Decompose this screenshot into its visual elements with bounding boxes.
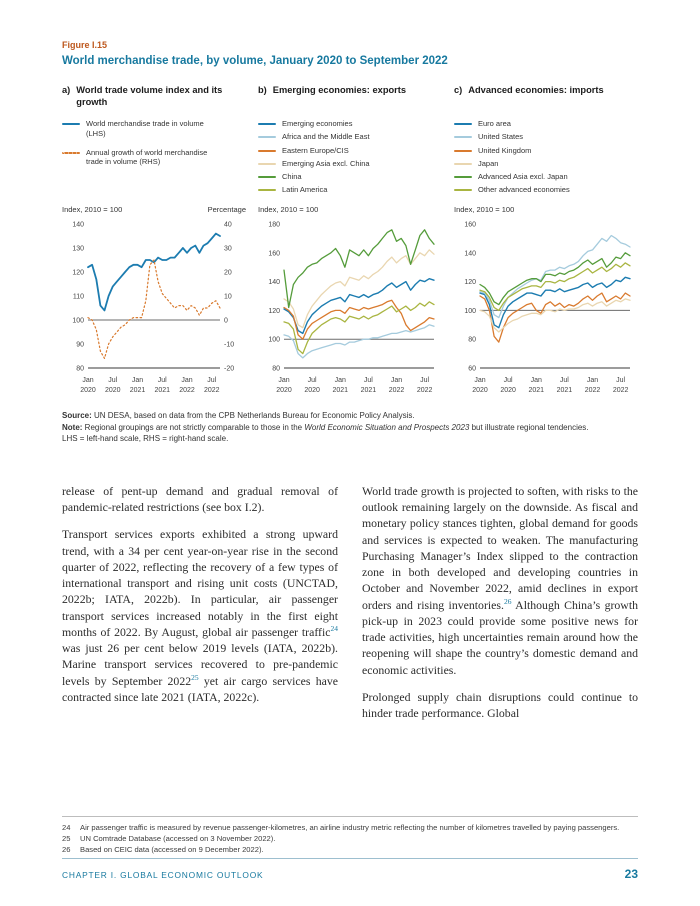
- svg-text:140: 140: [464, 250, 476, 258]
- note-pre: Regional groupings are not strictly comparable to those in the: [82, 422, 305, 432]
- svg-text:100: 100: [72, 317, 84, 325]
- axis-unit-left: Index, 2010 = 100: [258, 205, 319, 214]
- svg-text:2021: 2021: [129, 387, 146, 394]
- svg-text:100: 100: [464, 307, 476, 315]
- svg-text:Jan: Jan: [131, 377, 144, 384]
- svg-text:-20: -20: [224, 365, 235, 373]
- svg-text:80: 80: [468, 336, 476, 344]
- svg-text:2021: 2021: [332, 387, 349, 394]
- svg-text:2021: 2021: [528, 387, 545, 394]
- legend-item: [454, 119, 638, 129]
- footnote-ref: 25: [191, 672, 199, 682]
- legend-label: Emerging economies: [282, 119, 353, 128]
- series-line: [284, 279, 434, 334]
- legend-label: Eastern Europe/CIS: [282, 145, 349, 155]
- legend-label: Annual growth of world merchandise trade in volume (RHS): [86, 147, 208, 167]
- svg-text:0: 0: [224, 317, 228, 325]
- svg-text:120: 120: [72, 269, 84, 277]
- legend-item: [454, 172, 638, 182]
- legend-swatch: [62, 152, 80, 154]
- legend-swatch: [454, 163, 472, 165]
- legend-item: [454, 132, 638, 142]
- footer-chapter-title: CHAPTER I. GLOBAL ECONOMIC OUTLOOK: [62, 870, 264, 880]
- legend-swatch: [258, 136, 276, 138]
- footnote: [62, 844, 638, 855]
- chart-panel-a: [62, 85, 246, 396]
- chart-heading: [454, 85, 638, 115]
- svg-text:20: 20: [224, 269, 232, 277]
- axis-units: [258, 205, 442, 215]
- svg-text:2020: 2020: [304, 387, 320, 394]
- svg-text:Jan: Jan: [530, 377, 542, 384]
- svg-text:140: 140: [72, 221, 84, 229]
- chart-legend: [258, 119, 442, 205]
- legend-item: [258, 146, 442, 156]
- chart-canvas: [454, 218, 638, 396]
- svg-text:2022: 2022: [179, 387, 195, 394]
- legend-label: United States: [478, 132, 524, 142]
- svg-text:180: 180: [268, 221, 280, 229]
- series-line: [480, 253, 630, 305]
- chart-canvas: [62, 218, 246, 396]
- legend-swatch: [454, 150, 472, 152]
- svg-text:-10: -10: [224, 341, 235, 349]
- svg-text:110: 110: [72, 293, 84, 301]
- footnote-divider: [62, 816, 638, 817]
- svg-text:2021: 2021: [154, 387, 171, 394]
- svg-text:2022: 2022: [388, 387, 405, 394]
- svg-text:2020: 2020: [472, 387, 488, 394]
- svg-text:140: 140: [268, 279, 280, 287]
- svg-text:90: 90: [76, 341, 84, 349]
- chart-panel-b: [258, 85, 442, 396]
- svg-text:Jan: Jan: [181, 377, 193, 384]
- svg-text:Jul: Jul: [307, 377, 317, 384]
- series-line: [284, 300, 434, 339]
- svg-text:40: 40: [224, 221, 232, 229]
- note-line-2: LHS = left-hand scale, RHS = right-hand scale.: [62, 434, 229, 444]
- footnote: [62, 822, 638, 833]
- svg-text:Jan: Jan: [334, 377, 346, 384]
- legend-item: [454, 159, 638, 169]
- legend-swatch: [454, 176, 472, 178]
- svg-text:2022: 2022: [612, 387, 629, 394]
- svg-text:Jan: Jan: [390, 377, 403, 384]
- svg-text:Jul: Jul: [363, 377, 373, 384]
- footnote-number: 24: [62, 823, 71, 832]
- legend-label: Emerging Asia excl. China: [282, 158, 370, 168]
- svg-text:160: 160: [464, 221, 476, 229]
- legend-label: World merchandise trade in volume (LHS): [86, 119, 204, 138]
- legend-label: Advanced Asia excl. Japan: [478, 172, 568, 181]
- svg-text:2022: 2022: [584, 387, 601, 394]
- note-label: Note:: [62, 422, 83, 432]
- legend-swatch: [62, 123, 80, 125]
- axis-unit-left: Index, 2010 = 100: [454, 205, 515, 214]
- chart-panels: [62, 85, 638, 396]
- chart-heading: [258, 85, 442, 115]
- figure-note: [62, 422, 638, 445]
- svg-text:30: 30: [224, 245, 232, 253]
- note-line-1: [62, 422, 638, 434]
- legend-swatch: [258, 123, 276, 125]
- axis-unit-left: Index, 2010 = 100: [62, 205, 123, 214]
- svg-text:160: 160: [268, 250, 280, 258]
- figure-block: [62, 40, 638, 445]
- paragraph: Transport services exports exhibited a strong upward trend, with a 34 per cent year-on-year rise in the second quarter of 2022, reflecting the recovery of a few types of international transport and rising unit costs (UNCTAD, 2022b; IATA, 2022b). In particular, air passenger transport services increased notably in the first eight months of 2022. By August, global air passenger traffic$^{24}$ was just 26 per cent below 2019 levels (IATA, 2022b). Marine transport services recovered to pre-pandemic levels by September 2022$^{25}$ yet air cargo services have contracted since late 2021 (IATA, 2022c).: [62, 527, 338, 704]
- svg-text:80: 80: [76, 365, 84, 373]
- svg-text:Jul: Jul: [420, 377, 430, 384]
- svg-text:100: 100: [268, 336, 280, 344]
- legend-swatch: [258, 189, 276, 191]
- chart-legend: [454, 119, 638, 205]
- legend-item: [454, 146, 638, 156]
- footer-page-number: 23: [624, 867, 638, 881]
- axis-units: [454, 205, 638, 215]
- legend-item: [258, 132, 442, 142]
- legend-item: [62, 119, 246, 139]
- chart-svg-a: [62, 218, 246, 396]
- footnote-number: 25: [62, 834, 71, 843]
- svg-text:2020: 2020: [80, 387, 96, 394]
- figure-source: [62, 410, 638, 422]
- svg-text:2022: 2022: [416, 387, 433, 394]
- svg-text:Jul: Jul: [108, 377, 118, 384]
- axis-units: [62, 205, 246, 215]
- legend-item: [258, 119, 442, 129]
- chart-svg-c: [454, 218, 638, 396]
- chart-svg-b: [258, 218, 442, 396]
- svg-text:130: 130: [72, 245, 84, 253]
- svg-text:120: 120: [464, 279, 476, 287]
- svg-text:Jan: Jan: [278, 377, 290, 384]
- chart-heading: [62, 85, 246, 115]
- svg-text:2020: 2020: [500, 387, 516, 394]
- legend-swatch: [258, 163, 276, 165]
- svg-text:Jan: Jan: [586, 377, 599, 384]
- svg-text:60: 60: [468, 365, 476, 373]
- legend-item: [258, 159, 442, 169]
- source-text: UN DESA, based on data from the CPB Netherlands Bureau for Economic Policy Analysis.: [91, 411, 415, 420]
- body-column-left: [62, 483, 338, 733]
- note-post: but illustrate regional tendencies.: [469, 422, 589, 432]
- svg-text:Jan: Jan: [474, 377, 486, 384]
- paragraph: Prolonged supply chain disruptions could continue to hinder trade performance. Global: [362, 689, 638, 721]
- legend-label: Latin America: [282, 185, 328, 195]
- page-footer: [62, 858, 638, 881]
- svg-text:Jul: Jul: [503, 377, 513, 384]
- footnote-number: 26: [62, 845, 71, 854]
- chart-heading-text: Emerging economies: exports: [272, 85, 407, 95]
- svg-text:2022: 2022: [203, 387, 220, 394]
- footnote-ref: 24: [330, 623, 338, 633]
- svg-text:Jul: Jul: [157, 377, 167, 384]
- legend-label: China: [282, 172, 302, 181]
- svg-text:Jul: Jul: [559, 377, 569, 384]
- source-label: Source:: [62, 411, 92, 420]
- legend-label: Japan: [478, 158, 499, 168]
- legend-label: United Kingdom: [478, 145, 532, 155]
- svg-text:2021: 2021: [360, 387, 377, 394]
- figure-label: Figure I.15: [62, 40, 108, 50]
- svg-text:Jul: Jul: [616, 377, 626, 384]
- footnotes-block: [62, 816, 638, 855]
- legend-label: Other advanced economies: [478, 185, 570, 195]
- legend-swatch: [454, 136, 472, 138]
- legend-swatch: [454, 123, 472, 125]
- body-text: [62, 483, 638, 733]
- footnote-text: Based on CEIC data (accessed on 9 December 2022).: [80, 845, 264, 854]
- series-line: [480, 277, 630, 327]
- series-line: [284, 302, 434, 354]
- chart-panel-c: [454, 85, 638, 396]
- svg-text:80: 80: [272, 365, 280, 373]
- svg-text:2020: 2020: [276, 387, 292, 394]
- legend-label: Africa and the Middle East: [282, 132, 370, 142]
- series-line: [88, 260, 220, 358]
- legend-item: [258, 185, 442, 195]
- legend-swatch: [454, 189, 472, 191]
- legend-item: [454, 185, 638, 195]
- series-line: [88, 234, 220, 311]
- legend-item: [62, 148, 246, 168]
- paragraph: release of pent-up demand and gradual removal of pandemic-related restrictions (see box I.2).: [62, 483, 338, 515]
- footnote-ref: 26: [503, 596, 512, 606]
- legend-item: [258, 172, 442, 182]
- legend-swatch: [258, 150, 276, 152]
- svg-text:2021: 2021: [556, 387, 573, 394]
- body-column-right: [362, 483, 638, 733]
- svg-text:Jul: Jul: [207, 377, 217, 384]
- chart-heading-text: Advanced economies: imports: [468, 85, 604, 95]
- svg-text:2020: 2020: [104, 387, 121, 394]
- chart-heading-prefix: c): [454, 85, 463, 95]
- svg-text:Jan: Jan: [82, 377, 94, 384]
- axis-unit-right: Percentage: [207, 205, 246, 214]
- svg-text:10: 10: [224, 293, 232, 301]
- footnote-text: UN Comtrade Database (accessed on 3 November 2022).: [80, 834, 276, 843]
- legend-label: Euro area: [478, 119, 511, 128]
- paragraph: World trade growth is projected to soften, with risks to the outlook remaining largely on the downside. As fiscal and monetary policy stances tighten, global demand for goods and services is expected to weaken. The manufacturing Purchasing Manager’s Index slipped to the contraction zone in both developed and developing countries in October and November 2022, amid declines in export orders and rising inventories.$^{26}$ Although China’s growth pick-up in 2023 could provide some positive news for trade activities, high uncertainties remain around how the reopening will shape the country’s domestic demand and economic activities.: [362, 483, 638, 677]
- chart-legend: [62, 119, 246, 205]
- footnote: [62, 833, 638, 844]
- chart-heading-prefix: b): [258, 85, 267, 95]
- series-line: [284, 230, 434, 308]
- svg-text:120: 120: [268, 307, 280, 315]
- legend-swatch: [258, 176, 276, 178]
- chart-canvas: [258, 218, 442, 396]
- figure-title: World merchandise trade, by volume, January 2020 to September 2022: [62, 55, 448, 67]
- chart-heading-prefix: a): [62, 85, 71, 95]
- note-italic-title: World Economic Situation and Prospects 2023: [304, 422, 470, 432]
- footnote-text: Air passenger traffic is measured by revenue passenger-kilometres, an airline industry metric reflecting the number of kilometres travelled by paying passengers.: [80, 823, 620, 832]
- chart-heading-text: World trade volume index and its growth: [76, 85, 223, 107]
